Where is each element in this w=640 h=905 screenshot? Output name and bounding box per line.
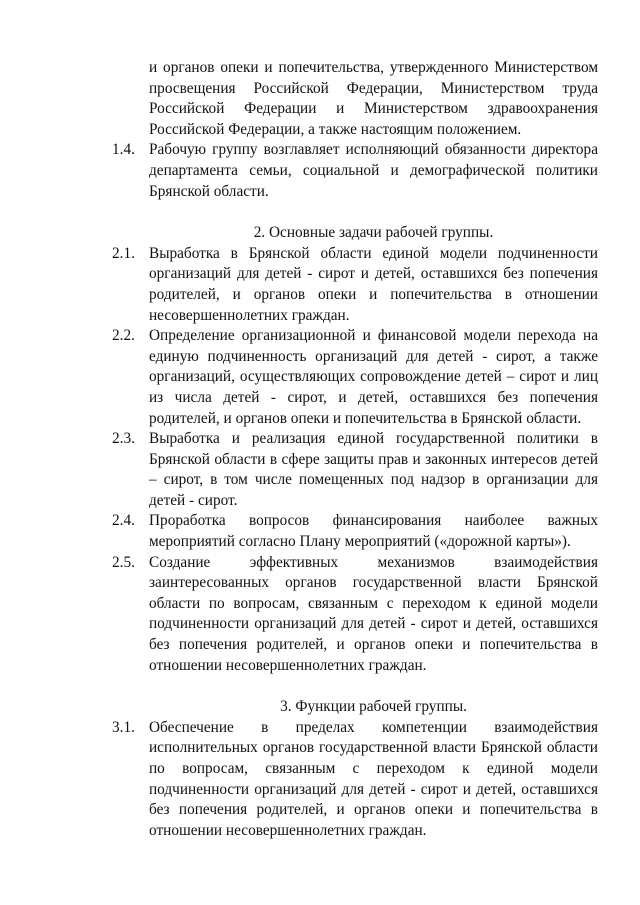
item-text: Выработка и реализация единой государственной политики в Брянской области в сфере защиты прав и законных интересов детей – сирот, в том числе помещенных под надзор в организации для детей - сирот. xyxy=(149,430,598,509)
item-text: Проработка вопросов финансирования наиболее важных мероприятий согласно Плану мероприятий («дорожной карты»). xyxy=(149,512,598,551)
item-text: Создание эффективных механизмов взаимодействия заинтересованных органов государственной власти Брянской области по вопросам, связанным с переходом к единой модели подчиненности организаций для детей - сирот и детей, оставшихся без попечения родителей, и органов опеки и попечительства в отношении несовершеннолетних граждан. xyxy=(149,553,598,674)
item-text: Рабочую группу возглавляет исполняющий обязанности директора департамента семьи, социальной и демографической политики Брянской области. xyxy=(149,141,598,200)
item-number: 2.5. xyxy=(112,553,135,571)
item-2-5 xyxy=(112,553,598,677)
item-number: 2.4. xyxy=(112,512,135,530)
item-number: 2.3. xyxy=(112,430,135,448)
item-number: 3.1. xyxy=(112,718,135,736)
item-2-1 xyxy=(112,244,598,326)
item-2-4 xyxy=(112,511,598,552)
item-2-2 xyxy=(112,326,598,429)
intro-continuation-paragraph: и органов опеки и попечительства, утвержденного Министерством просвещения Российской Федерации, Министерством труда Российской Федерации и Министерством здравоохранения Российской Федерации, а также настоящим положением. xyxy=(149,59,598,138)
item-number: 2.1. xyxy=(112,244,135,262)
item-text: Обеспечение в пределах компетенции взаимодействия исполнительных органов государственной власти Брянской области по вопросам, связанным с переходом к единой модели подчиненности организаций для детей - сирот и детей, оставшихся без попечения родителей, и органов опеки и попечительства в отношении несовершеннолетних граждан. xyxy=(149,718,598,839)
item-text: Определение организационной и финансовой модели перехода на единую подчиненность организаций для детей - сирот, а также организаций, осуществляющих сопровождение детей – сирот и лиц из числа детей - сирот, и детей, оставшихся без попечения родителей, и органов опеки и попечительства в Брянской области. xyxy=(149,327,598,427)
document-body xyxy=(112,58,598,841)
section-3-heading: 3. Функции рабочей группы. xyxy=(280,698,467,716)
item-text: Выработка в Брянской области единой модели подчиненности организаций для детей - сирот и детей, оставшихся без попечения родителей, и органов опеки и попечительства в отношении несовершеннолетних граждан. xyxy=(149,244,598,324)
item-3-1 xyxy=(112,718,598,842)
section-2-heading: 2. Основные задачи рабочей группы. xyxy=(253,224,494,242)
item-number: 1.4. xyxy=(112,141,135,159)
item-2-3 xyxy=(112,429,598,511)
item-1-4 xyxy=(112,140,598,202)
item-number: 2.2. xyxy=(112,327,135,345)
